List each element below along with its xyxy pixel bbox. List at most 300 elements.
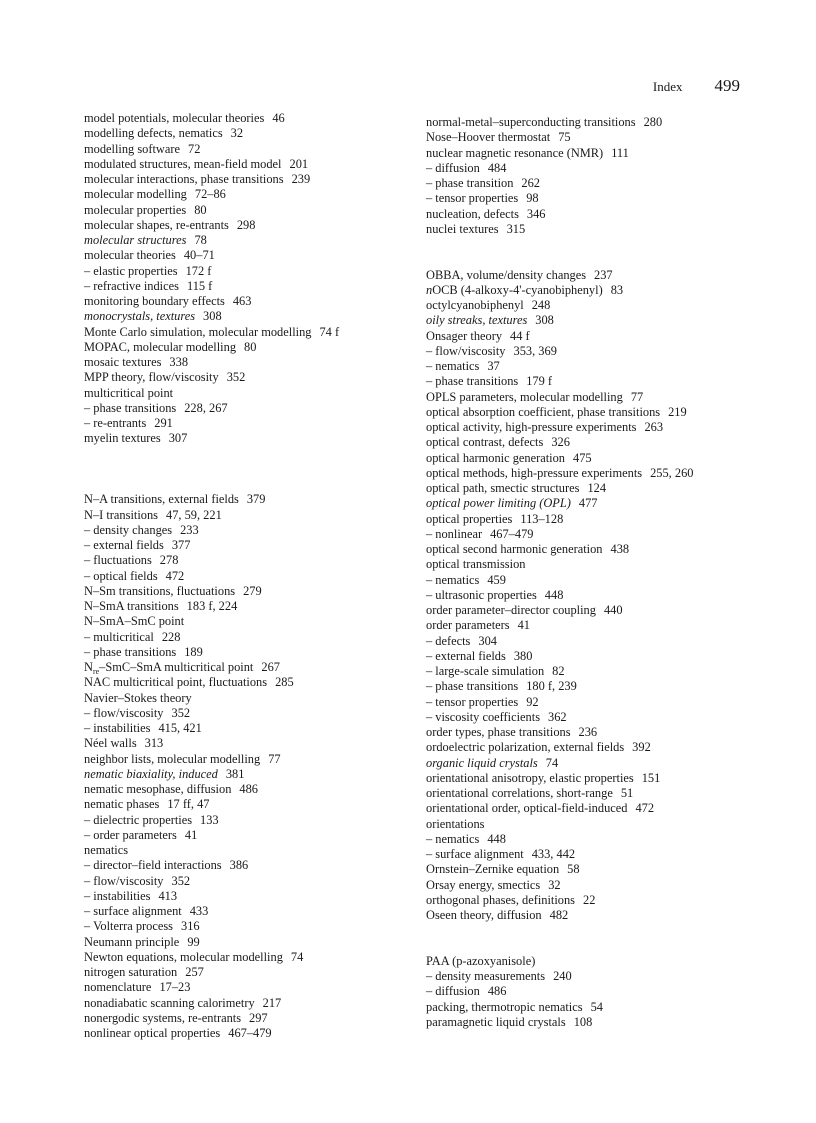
entry-term: optical path, smectic structures xyxy=(426,481,580,495)
index-entry xyxy=(426,1000,746,1015)
index-entry xyxy=(426,664,746,679)
entry-pages: 257 xyxy=(185,965,204,979)
entry-pages: 240 xyxy=(553,969,572,983)
entry-term: optical contrast, defects xyxy=(426,435,544,450)
entry-term-subscript: re xyxy=(92,667,100,676)
index-entry xyxy=(426,146,746,161)
index-entry xyxy=(426,756,746,771)
entry-term: molecular modelling xyxy=(84,187,187,202)
entry-pages: 248 xyxy=(531,298,551,312)
entry-pages: 472 xyxy=(635,801,655,816)
entry-term: Orsay energy, smectics xyxy=(426,877,541,892)
index-entry xyxy=(426,481,746,496)
entry-term: – elastic properties xyxy=(84,263,178,278)
index-entry xyxy=(84,309,399,324)
index-entry xyxy=(426,130,746,145)
entry-pages: 113–128 xyxy=(520,511,564,526)
entry-term: – phase transitions xyxy=(426,679,519,694)
entry-gap xyxy=(84,477,399,492)
entry-pages: 386 xyxy=(229,858,249,873)
entry-pages: 279 xyxy=(243,583,262,598)
entry-pages: 298 xyxy=(236,217,256,232)
index-entry xyxy=(426,893,746,908)
entry-term: mosaic textures xyxy=(84,355,162,369)
entry-pages: 438 xyxy=(610,542,630,556)
entry-term: – nonlinear xyxy=(426,526,483,541)
entry-pages: 80 xyxy=(244,339,257,354)
index-entry xyxy=(426,740,746,755)
entry-pages: 484 xyxy=(487,160,507,175)
entry-term: N xyxy=(84,660,93,674)
entry-term: Newton equations, molecular modelling xyxy=(84,949,283,964)
entry-term: optical properties xyxy=(426,511,513,526)
entry-pages: 313 xyxy=(144,736,164,751)
index-entry xyxy=(84,553,399,568)
index-entry xyxy=(426,329,746,344)
entry-term: MOPAC, molecular modelling xyxy=(84,339,237,354)
entry-pages: 111 xyxy=(611,145,629,160)
entry-pages: 392 xyxy=(632,740,651,755)
index-entry xyxy=(84,599,399,614)
entry-term: – phase transitions xyxy=(84,644,177,659)
entry-term: N–SmA transitions xyxy=(84,599,179,613)
index-entry xyxy=(84,111,399,126)
index-entry xyxy=(426,588,746,603)
entry-term: – flow/viscosity xyxy=(84,873,164,888)
index-entry xyxy=(426,984,746,999)
index-entry xyxy=(84,508,399,523)
index-entry xyxy=(84,401,399,416)
entry-term: – nematics xyxy=(426,831,480,846)
entry-term: modulated structures, mean-field model xyxy=(84,156,282,171)
entry-pages: 448 xyxy=(544,587,564,602)
entry-term: N–I transitions xyxy=(84,507,158,522)
entry-term: – flow/viscosity xyxy=(84,705,164,720)
entry-term: N–Sm transitions, fluctuations xyxy=(84,583,236,598)
entry-pages: 46 xyxy=(272,111,285,125)
entry-pages: 379 xyxy=(246,492,266,507)
index-entry xyxy=(426,374,746,389)
entry-term: nomenclature xyxy=(84,980,152,995)
entry-term: – external fields xyxy=(426,648,506,663)
entry-pages: 352 xyxy=(171,705,191,720)
index-entry xyxy=(84,386,399,401)
index-entry xyxy=(426,313,746,328)
entry-term: – surface alignment xyxy=(426,847,524,861)
entry-pages: 74 f xyxy=(319,324,340,339)
entry-term: – phase transitions xyxy=(426,374,519,389)
entry-pages: 83 xyxy=(610,282,624,297)
entry-term: optical absorption coefficient, phase transitions xyxy=(426,404,661,419)
entry-term: optical second harmonic generation xyxy=(426,542,603,556)
entry-pages: 77 xyxy=(630,389,644,404)
entry-term: Onsager theory xyxy=(426,328,503,343)
index-entry xyxy=(84,858,399,873)
index-entry xyxy=(426,542,746,557)
entry-pages: 415, 421 xyxy=(158,721,202,735)
entry-pages: 440 xyxy=(603,603,623,617)
index-entry xyxy=(426,496,746,511)
index-entry xyxy=(84,492,399,507)
entry-term: – diffusion xyxy=(426,984,480,999)
entry-pages: 58 xyxy=(567,862,580,877)
entry-pages: 115 f xyxy=(186,278,213,293)
index-entry xyxy=(84,965,399,980)
index-entry xyxy=(426,801,746,816)
index-entry xyxy=(426,359,746,374)
entry-gap xyxy=(426,252,746,267)
index-entry xyxy=(84,721,399,736)
entry-term: – surface alignment xyxy=(84,904,182,918)
entry-pages: 308 xyxy=(203,309,222,324)
entry-pages: 467–479 xyxy=(490,526,534,541)
entry-pages: 54 xyxy=(590,999,603,1014)
index-entry xyxy=(84,614,399,629)
entry-pages: 433, 442 xyxy=(531,847,576,861)
entry-pages: 459 xyxy=(487,572,506,587)
entry-pages: 413 xyxy=(158,888,178,903)
entry-term: – fluctuations xyxy=(84,553,152,568)
entry-term: PAA (p-azoxyanisole) xyxy=(426,953,536,968)
entry-pages: 433 xyxy=(189,904,209,918)
entry-pages: 217 xyxy=(262,995,282,1010)
entry-term: – flow/viscosity xyxy=(426,343,506,358)
entry-term: molecular properties xyxy=(84,202,187,217)
entry-pages: 51 xyxy=(620,786,634,800)
index-entry xyxy=(84,126,399,141)
entry-pages: 278 xyxy=(159,553,179,568)
entry-pages: 267 xyxy=(261,660,280,674)
entry-term: nematic phases xyxy=(84,797,160,812)
entry-pages: 472 xyxy=(165,568,185,583)
entry-pages: 377 xyxy=(171,538,191,552)
running-head-label: Index xyxy=(652,79,683,94)
entry-term: nucleation, defects xyxy=(426,206,519,221)
entry-pages: 304 xyxy=(478,633,497,648)
entry-pages: 74 xyxy=(290,949,304,964)
entry-term: – multicritical xyxy=(84,629,154,644)
index-entry xyxy=(84,645,399,660)
entry-term: – instabilities xyxy=(84,888,151,903)
entry-pages: 362 xyxy=(548,709,567,724)
entry-pages: 448 xyxy=(487,831,506,846)
entry-pages: 72–86 xyxy=(194,187,226,202)
index-column-left xyxy=(84,111,399,1041)
entry-term: nematic biaxiality, induced xyxy=(84,766,218,781)
index-entry xyxy=(84,630,399,645)
running-head xyxy=(0,76,740,96)
index-entry xyxy=(84,203,399,218)
entry-pages: 239 xyxy=(291,172,311,186)
index-entry xyxy=(426,298,746,313)
index-entry xyxy=(426,603,746,618)
entry-term: – dielectric properties xyxy=(84,812,193,827)
entry-term: neighbor lists, molecular modelling xyxy=(84,751,261,766)
entry-term: Monte Carlo simulation, molecular modelling xyxy=(84,324,312,339)
entry-pages: 32 xyxy=(230,126,244,141)
entry-term: – optical fields xyxy=(84,568,158,583)
entry-pages: 133 xyxy=(200,812,219,827)
entry-term: optical transmission xyxy=(426,557,526,572)
entry-term: monocrystals, textures xyxy=(84,309,196,324)
entry-pages: 475 xyxy=(573,450,592,465)
entry-term: NAC multicritical point, fluctuations xyxy=(84,675,268,690)
page-number: 499 xyxy=(714,76,740,95)
entry-term: oily streaks, textures xyxy=(426,313,528,328)
index-entry xyxy=(426,832,746,847)
index-entry xyxy=(426,695,746,710)
index-entry xyxy=(84,691,399,706)
entry-term: – Volterra process xyxy=(84,919,174,934)
entry-term: nuclei textures xyxy=(426,221,499,236)
entry-term: – density measurements xyxy=(426,969,546,983)
entry-pages: 172 f xyxy=(185,263,212,278)
index-entry xyxy=(84,416,399,431)
index-entry xyxy=(426,817,746,832)
entry-pages: 41 xyxy=(517,618,530,633)
entry-pages: 151 xyxy=(641,770,661,785)
entry-pages: 477 xyxy=(578,496,598,511)
entry-pages: 179 f xyxy=(526,374,553,389)
index-entry xyxy=(84,767,399,782)
index-entry xyxy=(426,725,746,740)
entry-pages: 77 xyxy=(268,751,281,766)
index-entry xyxy=(426,710,746,725)
index-entry xyxy=(84,431,399,446)
entry-term: – large-scale simulation xyxy=(426,664,545,678)
entry-pages: 482 xyxy=(549,908,569,922)
entry-term: Ornstein–Zernike equation xyxy=(426,862,560,877)
index-entry xyxy=(426,954,746,969)
index-entry xyxy=(84,142,399,157)
index-entry xyxy=(84,843,399,858)
entry-term: OCB (4-alkoxy-4'-cyanobiphenyl) xyxy=(432,282,603,297)
entry-pages: 467–479 xyxy=(228,1026,272,1040)
entry-pages: 72 xyxy=(188,141,201,156)
index-entry xyxy=(84,264,399,279)
entry-term: – nematics xyxy=(426,359,480,373)
index-entry xyxy=(426,512,746,527)
entry-pages: 22 xyxy=(583,892,596,907)
entry-term-continued: –SmC–SmA multicritical point xyxy=(99,660,254,674)
entry-term: order parameter–director coupling xyxy=(426,603,596,617)
index-entry xyxy=(426,679,746,694)
index-entry xyxy=(84,172,399,187)
index-entry xyxy=(84,157,399,172)
entry-term: – nematics xyxy=(426,572,480,587)
entry-pages: 380 xyxy=(513,648,533,663)
entry-term: Oseen theory, diffusion xyxy=(426,908,542,922)
entry-pages: 285 xyxy=(275,675,294,690)
index-entry xyxy=(426,390,746,405)
entry-term: – viscosity coefficients xyxy=(426,709,541,724)
entry-term: ordoelectric polarization, external fields xyxy=(426,740,625,755)
entry-term: nonadiabatic scanning calorimetry xyxy=(84,995,255,1010)
index-entry xyxy=(426,176,746,191)
entry-term: MPP theory, flow/viscosity xyxy=(84,370,219,385)
entry-term: nematics xyxy=(84,843,129,857)
entry-pages: 75 xyxy=(558,130,571,145)
entry-pages: 180 f, 239 xyxy=(526,679,577,694)
entry-term: orientational anisotropy, elastic properties xyxy=(426,770,634,785)
entry-pages: 44 f xyxy=(510,328,530,343)
entry-term: – tensor properties xyxy=(426,191,519,206)
entry-term: myelin textures xyxy=(84,431,161,446)
index-column-right xyxy=(426,115,746,1030)
entry-pages: 463 xyxy=(232,294,252,308)
index-entry xyxy=(84,325,399,340)
entry-term: optical activity, high-pressure experiments xyxy=(426,420,637,434)
entry-term: – ultrasonic properties xyxy=(426,587,537,602)
entry-gap xyxy=(426,237,746,252)
entry-term: molecular interactions, phase transitions xyxy=(84,172,284,186)
entry-pages: 37 xyxy=(487,359,500,373)
index-entry xyxy=(84,294,399,309)
entry-term: octylcyanobiphenyl xyxy=(426,298,524,312)
index-entry xyxy=(84,996,399,1011)
entry-pages: 346 xyxy=(526,206,546,221)
entry-term: multicritical point xyxy=(84,385,174,400)
entry-term: OPLS parameters, molecular modelling xyxy=(426,389,623,404)
index-entry xyxy=(426,908,746,923)
index-entry xyxy=(426,191,746,206)
index-entry xyxy=(84,584,399,599)
entry-pages: 316 xyxy=(181,919,200,934)
index-entry xyxy=(84,569,399,584)
entry-term: optical harmonic generation xyxy=(426,450,565,465)
entry-pages: 183 f, 224 xyxy=(186,599,238,613)
index-entry xyxy=(84,874,399,889)
entry-pages: 17–23 xyxy=(159,980,191,995)
index-entry xyxy=(426,786,746,801)
entry-term: nonlinear optical properties xyxy=(84,1026,221,1040)
entry-pages: 486 xyxy=(239,782,258,796)
index-entry xyxy=(84,660,399,675)
entry-pages: 82 xyxy=(552,664,565,678)
index-entry xyxy=(426,466,746,481)
entry-pages: 291 xyxy=(154,416,173,430)
entry-pages: 255, 260 xyxy=(650,465,694,480)
index-entry xyxy=(84,919,399,934)
index-entry xyxy=(84,706,399,721)
entry-pages: 326 xyxy=(551,435,570,450)
entry-gap xyxy=(84,462,399,477)
entry-pages: 92 xyxy=(526,694,539,709)
index-entry xyxy=(84,355,399,370)
index-entry xyxy=(84,370,399,385)
index-entry xyxy=(84,813,399,828)
entry-term: molecular theories xyxy=(84,248,176,263)
index-entry xyxy=(84,782,399,797)
entry-pages: 263 xyxy=(644,420,664,434)
entry-term: – defects xyxy=(426,633,471,648)
entry-term: – director–field interactions xyxy=(84,858,222,873)
entry-pages: 40–71 xyxy=(183,248,215,263)
index-entry xyxy=(426,557,746,572)
index-entry xyxy=(426,405,746,420)
entry-term: optical power limiting (OPL) xyxy=(426,496,571,511)
entry-pages: 228 xyxy=(161,629,181,644)
entry-pages: 262 xyxy=(521,176,540,190)
index-entry xyxy=(426,222,746,237)
entry-gap xyxy=(426,923,746,938)
entry-pages: 307 xyxy=(168,431,188,446)
entry-term: normal-metal–superconducting transitions xyxy=(426,115,636,129)
index-entry xyxy=(426,847,746,862)
entry-term: Navier–Stokes theory xyxy=(84,690,192,705)
entry-term: – re-entrants xyxy=(84,416,147,430)
index-entry xyxy=(84,233,399,248)
index-entry xyxy=(426,573,746,588)
index-entry xyxy=(426,283,746,298)
entry-term: modelling software xyxy=(84,141,181,156)
index-entry xyxy=(84,675,399,690)
index-entry xyxy=(84,523,399,538)
entry-pages: 80 xyxy=(194,202,207,217)
entry-pages: 233 xyxy=(180,522,199,537)
entry-pages: 308 xyxy=(535,313,554,328)
entry-term: nonergodic systems, re-entrants xyxy=(84,1010,242,1025)
entry-gap xyxy=(426,939,746,954)
index-entry xyxy=(84,218,399,233)
entry-term: – tensor properties xyxy=(426,694,519,709)
index-entry xyxy=(426,634,746,649)
entry-pages: 78 xyxy=(194,233,207,247)
index-entry xyxy=(84,1011,399,1026)
entry-term: N–A transitions, external fields xyxy=(84,492,239,507)
entry-term: – external fields xyxy=(84,538,164,552)
entry-pages: 108 xyxy=(573,1014,593,1029)
entry-term: orientational correlations, short-range xyxy=(426,786,613,800)
entry-term: order parameters xyxy=(426,618,510,633)
index-entry xyxy=(84,187,399,202)
index-entry xyxy=(426,771,746,786)
entry-term: – diffusion xyxy=(426,160,480,175)
entry-pages: 236 xyxy=(578,725,598,739)
entry-term: Néel walls xyxy=(84,736,137,751)
entry-term-prefix: n xyxy=(426,282,433,297)
entry-pages: 74 xyxy=(545,755,559,770)
index-entry xyxy=(84,950,399,965)
entry-term: OBBA, volume/density changes xyxy=(426,267,587,282)
entry-pages: 381 xyxy=(225,766,245,781)
index-entry xyxy=(426,420,746,435)
entry-term: – phase transitions xyxy=(84,400,177,415)
entry-pages: 280 xyxy=(643,115,663,129)
index-entry xyxy=(84,889,399,904)
entry-pages: 47, 59, 221 xyxy=(166,507,222,522)
entry-pages: 17 ff, 47 xyxy=(167,797,210,812)
entry-pages: 352 xyxy=(171,873,191,888)
index-entry xyxy=(84,248,399,263)
entry-pages: 486 xyxy=(487,984,507,999)
index-entry xyxy=(426,649,746,664)
entry-pages: 201 xyxy=(289,156,309,171)
entry-term: N–SmA–SmC point xyxy=(84,614,185,629)
entry-pages: 219 xyxy=(668,404,687,419)
entry-pages: 228, 267 xyxy=(184,400,228,415)
entry-pages: 32 xyxy=(548,877,561,892)
index-entry xyxy=(426,969,746,984)
entry-term: model potentials, molecular theories xyxy=(84,111,265,125)
index-entry xyxy=(426,878,746,893)
entry-term: optical methods, high-pressure experiments xyxy=(426,465,643,480)
entry-pages: 338 xyxy=(169,355,189,369)
entry-pages: 315 xyxy=(506,221,526,236)
entry-term: – phase transition xyxy=(426,176,514,190)
index-entry xyxy=(84,828,399,843)
index-entry xyxy=(426,435,746,450)
